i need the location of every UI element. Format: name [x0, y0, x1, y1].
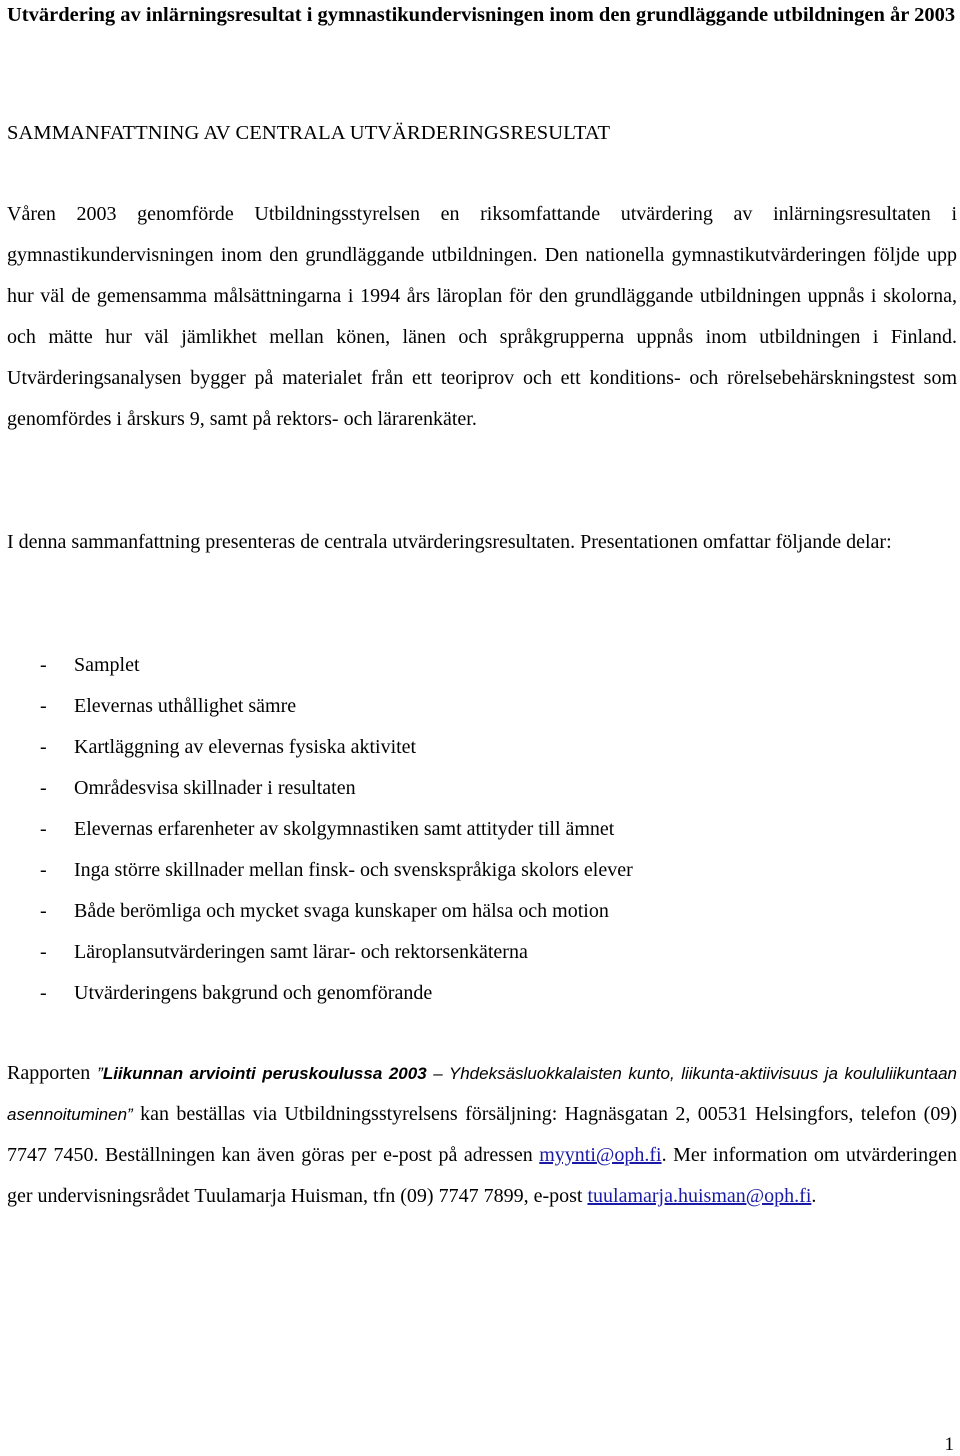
contact-text: . Mer information om utvärderingen ger undervisningsrådet Tuulamarja Huisman, tfn (09) 7747 7899, e-post	[7, 1144, 957, 1207]
ordering-paragraph	[7, 1053, 957, 1217]
list-item	[7, 768, 633, 809]
list-item-text: Elevernas erfarenheter av skolgymnastiken samt attityder till ämnet	[74, 818, 615, 840]
closing-period: .	[811, 1185, 817, 1207]
section-heading: SAMMANFATTNING AV CENTRALA UTVÄRDERINGSRESULTAT	[7, 122, 611, 144]
list-item-text: Kartläggning av elevernas fysiska aktivitet	[74, 736, 417, 758]
list-item-text: Inga större skillnader mellan finsk- och svenskspråkiga skolors elever	[74, 859, 633, 881]
contact-email-link[interactable]: tuulamarja.huisman@oph.fi	[587, 1185, 812, 1207]
list-marker: -	[40, 654, 47, 676]
page-number: 1	[944, 1434, 954, 1455]
document-title: Utvärdering av inlärningsresultat i gymnastikundervisningen inom den grundläggande utbildningen år 2003	[7, 4, 956, 26]
list-marker: -	[40, 695, 47, 717]
ordering-text: kan beställas via Utbildningsstyrelsens försäljning: Hagnäsgatan 2, 00531 Helsingfors, telefon (09) 7747 7450. Beställningen kan även göras per e-post på adressen	[7, 1103, 957, 1166]
list-item	[7, 973, 633, 1014]
list-item-text: Både berömliga och mycket svaga kunskaper om hälsa och motion	[74, 900, 609, 922]
list-item-text: Läroplansutvärderingen samt lärar- och rektorsenkäterna	[74, 941, 528, 963]
report-title: Liikunnan arviointi peruskoulussa 2003	[102, 1064, 427, 1083]
list-item	[7, 686, 633, 727]
list-item	[7, 932, 633, 973]
list-marker: -	[40, 941, 47, 963]
list-item-text: Utvärderingens bakgrund och genomförande	[74, 982, 433, 1004]
list-item-text: Elevernas uthållighet sämre	[74, 695, 297, 717]
list-item	[7, 850, 633, 891]
list-marker: -	[40, 777, 47, 799]
open-quote: ”	[97, 1064, 103, 1083]
contents-list	[7, 645, 633, 1014]
ordering-intro: Rapporten	[7, 1062, 98, 1084]
list-marker: -	[40, 859, 47, 881]
list-marker: -	[40, 818, 47, 840]
list-item	[7, 891, 633, 932]
list-item	[7, 727, 633, 768]
list-marker: -	[40, 736, 47, 758]
title-dash: –	[426, 1064, 449, 1083]
list-marker: -	[40, 900, 47, 922]
list-marker: -	[40, 982, 47, 1004]
summary-paragraph: I denna sammanfattning presenteras de centrala utvärderingsresultaten. Presentationen omfattar följande delar:	[7, 531, 892, 553]
intro-paragraph: Våren 2003 genomförde Utbildningsstyrelsen en riksomfattande utvärdering av inlärningsresultaten i gymnastikundervisningen inom den grundläggande utbildningen. Den nationella gymnastikutvärderingen följde upp hur väl de gemensamma målsättningarna i 1994 års läroplan för den grundläggande utbildningen uppnås i skolorna, och mätte hur väl jämlikhet mellan könen, länen och språkgrupperna uppnås inom utbildningen i Finland. Utvärderingsanalysen bygger på materialet från ett teoriprov och ett konditions- och rörelsebehärskningstest som genomfördes i årskurs 9, samt på rektors- och lärarenkäter.	[7, 203, 957, 430]
sales-email-link[interactable]: myynti@oph.fi	[539, 1144, 662, 1166]
list-item-text: Områdesvisa skillnader i resultaten	[74, 777, 356, 799]
list-item	[7, 809, 633, 850]
list-item	[7, 645, 633, 686]
report-subtitle: Yhdeksäsluokkalaisten kunto, liikunta-aktiivisuus ja koululiikuntaan asennoituminen	[7, 1064, 958, 1124]
close-quote: ”	[127, 1105, 133, 1124]
list-item-text: Samplet	[74, 654, 140, 676]
